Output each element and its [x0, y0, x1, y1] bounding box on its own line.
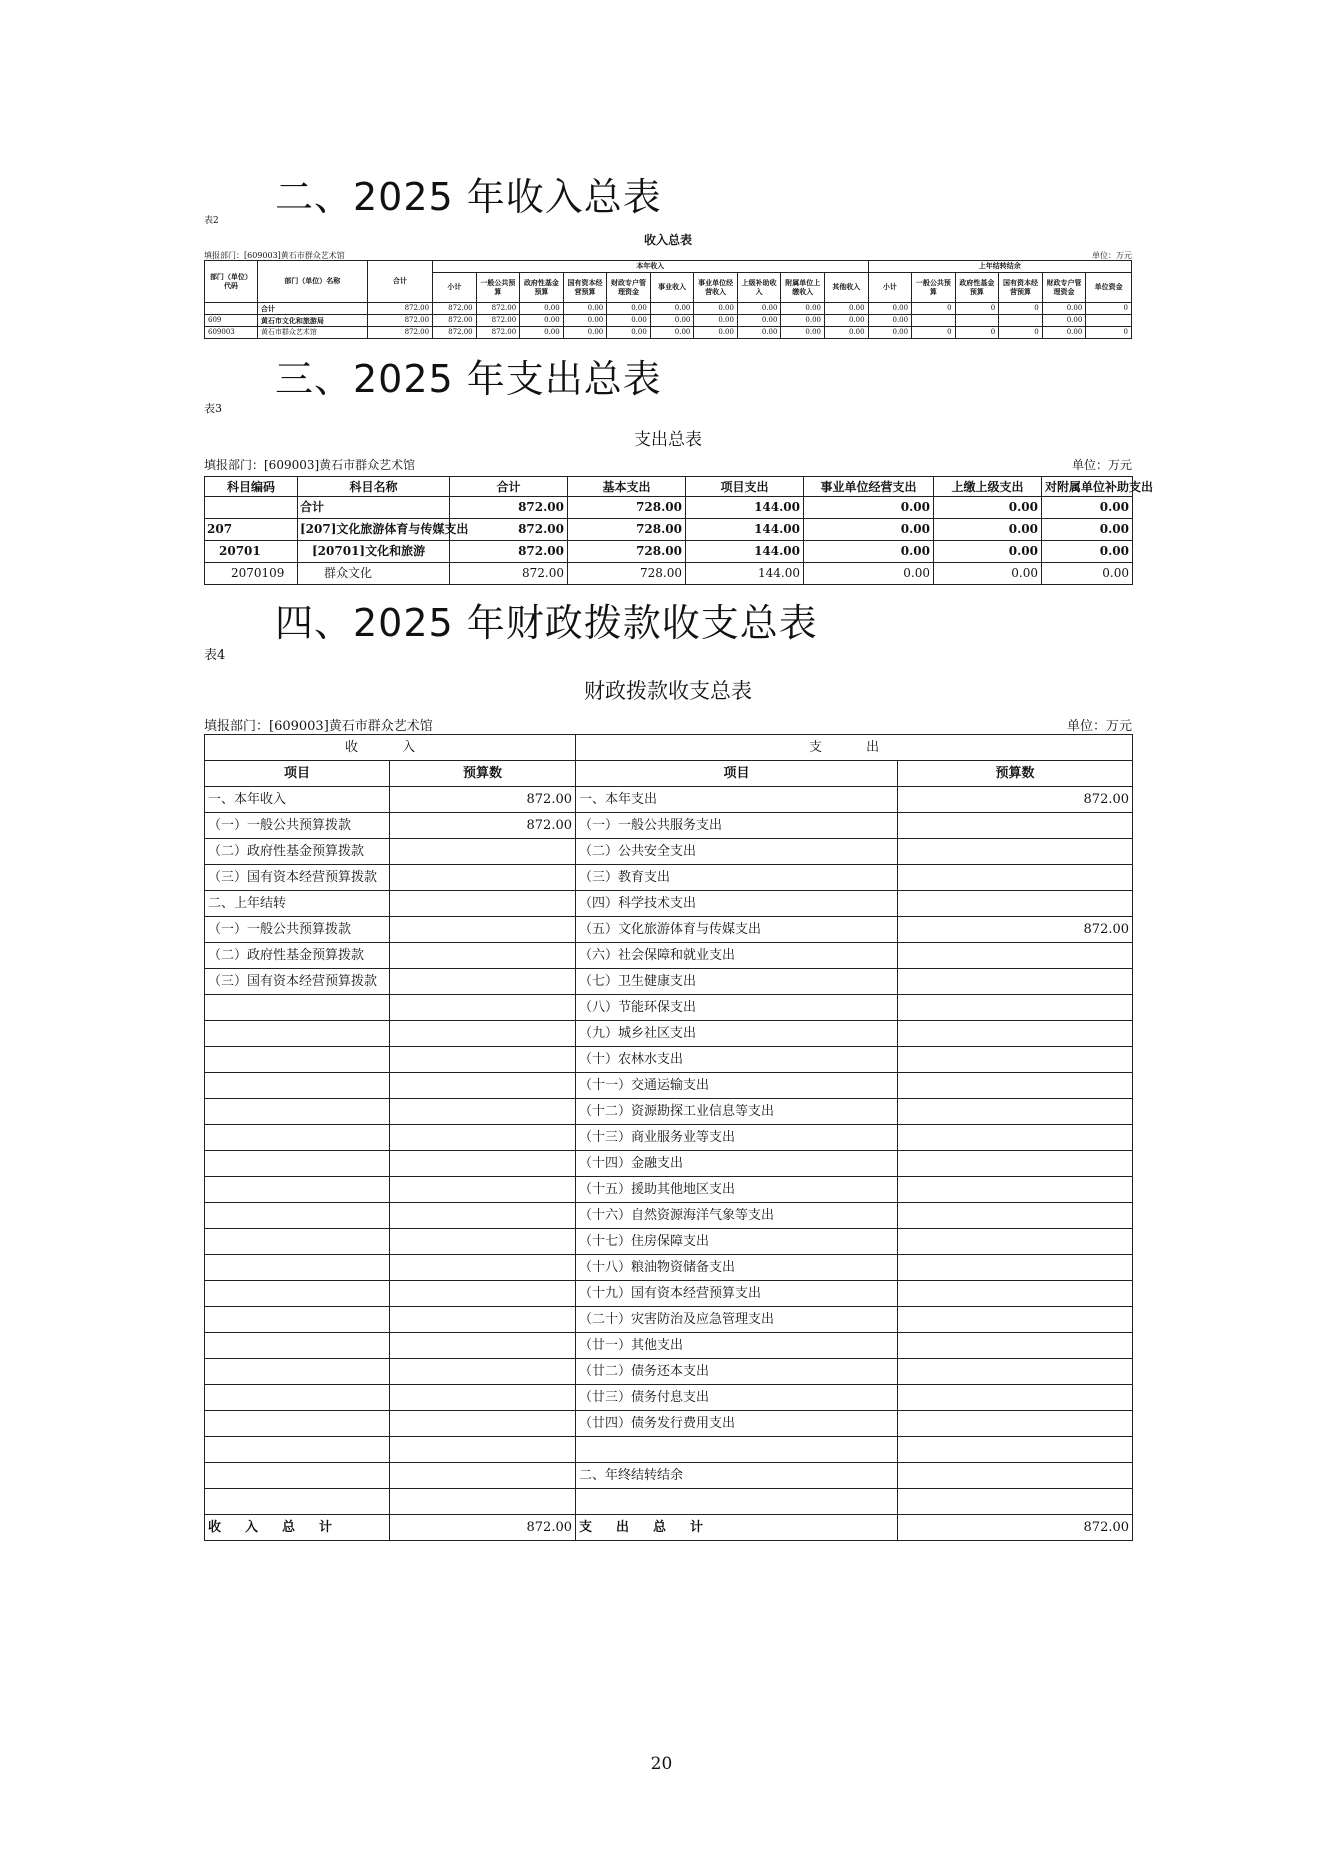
- fill-department: 填报部门：[609003]黄石市群众艺术馆: [204, 458, 416, 472]
- expense-value: [898, 1073, 1133, 1099]
- expense-header: 支 出: [576, 735, 1133, 761]
- expense-value: [898, 1411, 1133, 1437]
- table-cell: 0: [1086, 327, 1132, 339]
- income-value: [390, 1203, 576, 1229]
- table-cell: 0.00: [868, 327, 912, 339]
- table-cell: 0: [999, 327, 1043, 339]
- expense-item: （十）农林水支出: [576, 1047, 898, 1073]
- expense-item: [576, 1489, 898, 1515]
- table-row: [205, 1177, 1133, 1203]
- table-row: [205, 1437, 1133, 1463]
- expense-value: [898, 1333, 1133, 1359]
- table-cell: [20701]文化和旅游: [298, 541, 450, 563]
- income-value: [390, 943, 576, 969]
- table-row: [205, 315, 1132, 327]
- table-row: [205, 813, 1133, 839]
- income-item: [205, 1359, 390, 1385]
- table-row: [205, 1307, 1133, 1333]
- expense-item: （廿四）债务发行费用支出: [576, 1411, 898, 1437]
- income-item: [205, 1463, 390, 1489]
- income-item: [205, 1281, 390, 1307]
- income-value: [390, 1437, 576, 1463]
- income-value: 872.00: [390, 787, 576, 813]
- table-row: [205, 563, 1133, 585]
- table-cell: 0.00: [607, 315, 651, 327]
- income-value: [390, 1255, 576, 1281]
- table-cell: 144.00: [686, 541, 804, 563]
- income-item: （三）国有资本经营预算拨款: [205, 865, 390, 891]
- table-cell: 0.00: [1042, 519, 1133, 541]
- expense-value: [898, 1177, 1133, 1203]
- expense-value: 872.00: [898, 917, 1133, 943]
- col-header: 财政专户管理资金: [607, 273, 651, 303]
- table-row: [205, 541, 1133, 563]
- col-group-header: 上年结转结余: [868, 261, 1131, 273]
- income-item: [205, 1385, 390, 1411]
- expense-item: （十三）商业服务业等支出: [576, 1125, 898, 1151]
- table-cell: 合计: [298, 497, 450, 519]
- table-cell: 872.00: [367, 327, 432, 339]
- table-cell: 144.00: [686, 519, 804, 541]
- table-cell: 0.00: [520, 315, 564, 327]
- income-value: [390, 1359, 576, 1385]
- income-item: [205, 1021, 390, 1047]
- table-cell: [955, 315, 999, 327]
- col-header: 基本支出: [568, 477, 686, 497]
- income-value: [390, 1151, 576, 1177]
- income-value: [390, 1125, 576, 1151]
- table-cell: 872.00: [476, 327, 520, 339]
- table-cell: 0.00: [781, 315, 825, 327]
- income-value: [390, 917, 576, 943]
- col-header-budget: 预算数: [390, 761, 576, 787]
- income-item: [205, 1437, 390, 1463]
- table-cell: 872.00: [476, 303, 520, 315]
- expense-value: [898, 943, 1133, 969]
- income-item: [205, 1489, 390, 1515]
- income-value: [390, 1047, 576, 1073]
- col-header: 科目编码: [205, 477, 298, 497]
- income-item: [205, 1099, 390, 1125]
- col-header-item: 项目: [205, 761, 390, 787]
- col-header: 单位资金: [1086, 273, 1132, 303]
- income-value: [390, 1177, 576, 1203]
- income-value: [390, 865, 576, 891]
- expense-value: [898, 1047, 1133, 1073]
- income-item: [205, 1255, 390, 1281]
- total-expense-value: 872.00: [898, 1515, 1133, 1541]
- table-cell: [999, 315, 1043, 327]
- income-item: [205, 1125, 390, 1151]
- income-item: （三）国有资本经营预算拨款: [205, 969, 390, 995]
- table-row: [205, 1047, 1133, 1073]
- table-cell: [912, 315, 956, 327]
- table-row: [205, 1125, 1133, 1151]
- section-heading-income: 二、2025 年收入总表: [275, 175, 662, 219]
- table-cell: 0.00: [520, 327, 564, 339]
- table-cell: 0.00: [607, 303, 651, 315]
- table-cell: 20701: [205, 541, 298, 563]
- expense-item: （十七）住房保障支出: [576, 1229, 898, 1255]
- table-cell: 609: [205, 315, 258, 327]
- col-header: 国有资本经营预算: [999, 273, 1043, 303]
- table-cell: 0.00: [1042, 327, 1086, 339]
- expense-item: 二、年终结转结余: [576, 1463, 898, 1489]
- expense-value: 872.00: [898, 787, 1133, 813]
- income-value: [390, 1489, 576, 1515]
- income-item: [205, 995, 390, 1021]
- income-item: [205, 1229, 390, 1255]
- table-cell: 0.00: [825, 315, 869, 327]
- income-value: [390, 969, 576, 995]
- table-row: [205, 1489, 1133, 1515]
- expense-item: （十一）交通运输支出: [576, 1073, 898, 1099]
- table-cell: 0: [1086, 303, 1132, 315]
- income-item: 一、本年收入: [205, 787, 390, 813]
- table-cell: [1086, 315, 1132, 327]
- total-expense-label: 支出总计: [576, 1515, 898, 1541]
- table-cell: 0.00: [737, 327, 781, 339]
- table-cell: 0.00: [868, 303, 912, 315]
- expense-item: [576, 1437, 898, 1463]
- income-summary-table: [204, 260, 1132, 339]
- expense-item: （十二）资源勘探工业信息等支出: [576, 1099, 898, 1125]
- col-header: 财政专户管理资金: [1042, 273, 1086, 303]
- fill-department: 填报部门：[609003]黄石市群众艺术馆: [204, 719, 433, 734]
- income-value: [390, 839, 576, 865]
- table-cell: 728.00: [568, 541, 686, 563]
- fill-department: 填报部门：[609003]黄石市群众艺术馆: [204, 251, 345, 260]
- table-cell: 872.00: [433, 315, 477, 327]
- table-cell: 0: [912, 303, 956, 315]
- col-header: 国有资本经营预算: [563, 273, 607, 303]
- expense-value: [898, 969, 1133, 995]
- table-caption: 支出总表: [634, 430, 702, 450]
- table-cell: 黄石市群众艺术馆: [257, 327, 367, 339]
- expense-value: [898, 1255, 1133, 1281]
- col-header: 附属单位上缴收入: [781, 273, 825, 303]
- table-cell: 0.00: [1042, 497, 1133, 519]
- expense-value: [898, 1359, 1133, 1385]
- table-cell: 872.00: [450, 563, 568, 585]
- expense-item: （二）公共安全支出: [576, 839, 898, 865]
- col-header-budget: 预算数: [898, 761, 1133, 787]
- table-row: [205, 1333, 1133, 1359]
- table-cell: 728.00: [568, 497, 686, 519]
- expense-item: （三）教育支出: [576, 865, 898, 891]
- table-cell: 0.00: [694, 327, 738, 339]
- col-header: 上级补助收入: [737, 273, 781, 303]
- table-cell: 0.00: [520, 303, 564, 315]
- fiscal-appropriation-table: [204, 734, 1133, 1541]
- table-cell: 0: [955, 327, 999, 339]
- table-cell: 0.00: [607, 327, 651, 339]
- income-header: 收 入: [205, 735, 576, 761]
- table-row: [205, 1151, 1133, 1177]
- table-cell: 0.00: [694, 315, 738, 327]
- table-cell: 872.00: [450, 519, 568, 541]
- income-item: [205, 1073, 390, 1099]
- expense-summary-table: [204, 476, 1154, 585]
- income-item: 二、上年结转: [205, 891, 390, 917]
- table-cell: 728.00: [568, 563, 686, 585]
- income-value: [390, 1229, 576, 1255]
- expense-value: [898, 1385, 1133, 1411]
- table-cell: 0.00: [868, 315, 912, 327]
- table-cell: [205, 497, 298, 519]
- table-cell: 0.00: [1042, 541, 1133, 563]
- table-cell: 黄石市文化和旅游局: [257, 315, 367, 327]
- table-cell: 0.00: [563, 315, 607, 327]
- table-cell: [205, 303, 258, 315]
- expense-item: （十四）金融支出: [576, 1151, 898, 1177]
- table-cell: 0.00: [934, 541, 1042, 563]
- table-cell: 728.00: [568, 519, 686, 541]
- table-row: [205, 969, 1133, 995]
- table-row: [205, 303, 1132, 315]
- table-cell: 0.00: [934, 519, 1042, 541]
- table-cell: 872.00: [367, 303, 432, 315]
- expense-item: （五）文化旅游体育与传媒支出: [576, 917, 898, 943]
- col-header: 事业单位经营支出: [804, 477, 934, 497]
- expense-value: [898, 1151, 1133, 1177]
- expense-item: （四）科学技术支出: [576, 891, 898, 917]
- col-header: 合计: [450, 477, 568, 497]
- col-header: 小计: [868, 273, 912, 303]
- table-cell: 0.00: [650, 303, 694, 315]
- col-header: 部门（单位）名称: [257, 261, 367, 303]
- table-cell: 0.00: [804, 497, 934, 519]
- table-row: [205, 787, 1133, 813]
- expense-item: （十六）自然资源海洋气象等支出: [576, 1203, 898, 1229]
- table-row: [205, 839, 1133, 865]
- col-header: 科目名称: [298, 477, 450, 497]
- table-cell: 0.00: [934, 497, 1042, 519]
- table-caption: 收入总表: [643, 233, 692, 247]
- expense-item: 一、本年支出: [576, 787, 898, 813]
- table-row: [205, 1281, 1133, 1307]
- table-cell: 0.00: [563, 327, 607, 339]
- expense-item: （十九）国有资本经营预算支出: [576, 1281, 898, 1307]
- expense-item: （一）一般公共服务支出: [576, 813, 898, 839]
- page-number: 20: [650, 1754, 673, 1774]
- col-header: 政府性基金预算: [955, 273, 999, 303]
- income-item: [205, 1411, 390, 1437]
- table-row: [205, 1411, 1133, 1437]
- table-cell: 872.00: [450, 497, 568, 519]
- income-value: [390, 1463, 576, 1489]
- col-header: 其他收入: [825, 273, 869, 303]
- table-cell: 0.00: [650, 315, 694, 327]
- table-cell: 144.00: [686, 497, 804, 519]
- table-row: [205, 497, 1133, 519]
- table-cell: 872.00: [367, 315, 432, 327]
- col-header: 项目支出: [686, 477, 804, 497]
- income-item: [205, 1047, 390, 1073]
- table-caption: 财政拨款收支总表: [584, 679, 752, 703]
- income-value: [390, 1073, 576, 1099]
- col-header: 事业单位经营收入: [694, 273, 738, 303]
- col-header: 合计: [367, 261, 432, 303]
- table-cell: 0.00: [804, 563, 934, 585]
- col-header: 对附属单位补助支出: [1042, 477, 1133, 497]
- unit-label: 单位：万元: [1066, 719, 1132, 734]
- expense-item: （八）节能环保支出: [576, 995, 898, 1021]
- expense-item: （十八）粮油物资储备支出: [576, 1255, 898, 1281]
- table-cell: 609003: [205, 327, 258, 339]
- income-value: [390, 1333, 576, 1359]
- table-row: [205, 327, 1132, 339]
- income-item: [205, 1203, 390, 1229]
- expense-value: [898, 891, 1133, 917]
- table-cell: 0.00: [804, 541, 934, 563]
- table-cell: 2070109: [205, 563, 298, 585]
- income-item: （一）一般公共预算拨款: [205, 917, 390, 943]
- total-income-label: 收入总计: [205, 1515, 390, 1541]
- expense-value: [898, 1099, 1133, 1125]
- income-value: [390, 1099, 576, 1125]
- unit-label: 单位：万元: [1092, 251, 1132, 260]
- table-cell: 872.00: [433, 327, 477, 339]
- table-cell: 0.00: [1042, 563, 1133, 585]
- expense-item: （二十）灾害防治及应急管理支出: [576, 1307, 898, 1333]
- income-item: [205, 1307, 390, 1333]
- table-cell: 0.00: [781, 303, 825, 315]
- col-header: 一般公共预算: [912, 273, 956, 303]
- expense-item: （七）卫生健康支出: [576, 969, 898, 995]
- expense-item: （廿一）其他支出: [576, 1333, 898, 1359]
- table-cell: 0.00: [825, 303, 869, 315]
- expense-value: [898, 1307, 1133, 1333]
- unit-label: 单位：万元: [1071, 458, 1132, 472]
- table-cell: 0.00: [694, 303, 738, 315]
- table-cell: 0: [955, 303, 999, 315]
- income-value: [390, 1385, 576, 1411]
- expense-value: [898, 1281, 1133, 1307]
- table-cell: 0.00: [737, 315, 781, 327]
- table-cell: 0.00: [1042, 315, 1086, 327]
- table-number: 表2: [204, 216, 219, 226]
- table-row: [205, 1255, 1133, 1281]
- income-item: [205, 1333, 390, 1359]
- table-row: [205, 1203, 1133, 1229]
- income-item: [205, 1177, 390, 1203]
- expense-value: [898, 1463, 1133, 1489]
- col-group-header: 本年收入: [433, 261, 868, 273]
- income-item: （二）政府性基金预算拨款: [205, 943, 390, 969]
- section-heading-expense: 三、2025 年支出总表: [275, 357, 662, 401]
- table-row: [205, 891, 1133, 917]
- income-value: 872.00: [390, 813, 576, 839]
- table-cell: 0.00: [563, 303, 607, 315]
- table-cell: 合计: [257, 303, 367, 315]
- col-header: 上缴上级支出: [934, 477, 1042, 497]
- col-header: 小计: [433, 273, 477, 303]
- col-header: 事业收入: [650, 273, 694, 303]
- table-row: [205, 1229, 1133, 1255]
- expense-value: [898, 1489, 1133, 1515]
- income-value: [390, 1021, 576, 1047]
- table-number: 表3: [204, 402, 222, 415]
- table-cell: 0.00: [1042, 303, 1086, 315]
- income-value: [390, 891, 576, 917]
- income-item: （二）政府性基金预算拨款: [205, 839, 390, 865]
- expense-item: （十五）援助其他地区支出: [576, 1177, 898, 1203]
- table-cell: 872.00: [450, 541, 568, 563]
- table-cell: 0.00: [934, 563, 1042, 585]
- table-cell: 0.00: [650, 327, 694, 339]
- table-row: [205, 1463, 1133, 1489]
- expense-value: [898, 813, 1133, 839]
- table-row: [205, 1359, 1133, 1385]
- income-value: [390, 1307, 576, 1333]
- table-cell: 0.00: [781, 327, 825, 339]
- table-row: [205, 943, 1133, 969]
- table-row: [205, 1385, 1133, 1411]
- table-cell: 0.00: [804, 519, 934, 541]
- expense-item: （廿三）债务付息支出: [576, 1385, 898, 1411]
- col-header-item: 项目: [576, 761, 898, 787]
- table-cell: [207]文化旅游体育与传媒支出: [298, 519, 450, 541]
- table-row: [205, 995, 1133, 1021]
- table-cell: 群众文化: [298, 563, 450, 585]
- col-header: 政府性基金预算: [520, 273, 564, 303]
- expense-value: [898, 1229, 1133, 1255]
- total-income-value: 872.00: [390, 1515, 576, 1541]
- expense-value: [898, 1125, 1133, 1151]
- expense-item: （九）城乡社区支出: [576, 1021, 898, 1047]
- expense-value: [898, 865, 1133, 891]
- table-cell: 0: [912, 327, 956, 339]
- table-row: [205, 1073, 1133, 1099]
- table-row: [205, 917, 1133, 943]
- expense-item: （廿二）债务还本支出: [576, 1359, 898, 1385]
- table-number: 表4: [204, 648, 226, 663]
- expense-value: [898, 839, 1133, 865]
- table-row: [205, 865, 1133, 891]
- table-row: [205, 519, 1133, 541]
- table-cell: 0: [999, 303, 1043, 315]
- income-item: （一）一般公共预算拨款: [205, 813, 390, 839]
- income-value: [390, 1281, 576, 1307]
- table-row: [205, 1099, 1133, 1125]
- expense-value: [898, 1437, 1133, 1463]
- income-value: [390, 995, 576, 1021]
- table-cell: 0.00: [825, 327, 869, 339]
- table-cell: 144.00: [686, 563, 804, 585]
- table-cell: 0.00: [737, 303, 781, 315]
- expense-value: [898, 1203, 1133, 1229]
- expense-value: [898, 1021, 1133, 1047]
- table-row: [205, 1021, 1133, 1047]
- expense-item: （六）社会保障和就业支出: [576, 943, 898, 969]
- table-cell: 207: [205, 519, 298, 541]
- income-item: [205, 1151, 390, 1177]
- expense-value: [898, 995, 1133, 1021]
- col-header: 一般公共预算: [476, 273, 520, 303]
- section-heading-fiscal: 四、2025 年财政拨款收支总表: [275, 601, 818, 645]
- income-value: [390, 1411, 576, 1437]
- table-cell: 872.00: [476, 315, 520, 327]
- table-cell: 872.00: [433, 303, 477, 315]
- col-header: 部门（单位）代码: [205, 261, 258, 303]
